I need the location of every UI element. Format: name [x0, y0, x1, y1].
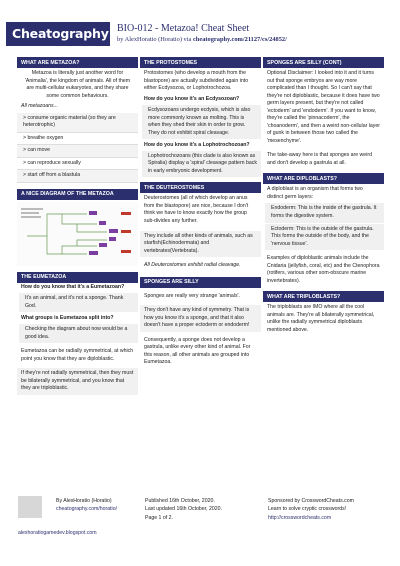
- eumetazoa-question-2: What groups is Eumetazoa split into?: [21, 314, 114, 321]
- footer-page: Page 1 of 2.: [145, 514, 173, 521]
- diploblasts-intro: A diploblast is an organism that forms two distinct germ layers:: [267, 186, 363, 200]
- column-1: [17, 57, 138, 398]
- phylogeny-tree-image: [17, 202, 138, 266]
- footer-sponsor: [268, 497, 354, 522]
- page-footer: [0, 493, 400, 566]
- diploblasts-examples: Examples of diploblastic animals include the Cnidaria (jellyfish, coral, etc) and the Ctenophora (rotifers, various other som-obscure marine invertebrates).: [267, 255, 380, 284]
- list-item: > start off from a blastula: [17, 170, 138, 183]
- sponges-para-2: They don't have any kind of symmetry. That is how you know it's a sponge, and that it also doesn't have a proper ectoderm or endoderm!: [140, 305, 261, 332]
- section-head-diagram: A NICE DIAGRAM OF THE METAZOA: [17, 189, 138, 200]
- page-title: BIO-012 - Metazoa! Cheat Sheet: [117, 23, 250, 34]
- section-head-what-are-metazoa: WHAT ARE METAZOA?: [17, 57, 138, 68]
- footer-updated: Last updated 16th October, 2020.: [145, 506, 223, 513]
- section-head-sponges-cont: SPONGES ARE SILLY (CONT): [263, 57, 384, 68]
- sponges-para-1: Sponges are really very strange 'animals'.: [144, 292, 240, 299]
- deuterostomes-para-2: They include all other kinds of animals, such as starfish(Echinodermata) and vertebrates(Vertebrata).: [140, 231, 261, 258]
- footer-author-link[interactable]: cheatography.com/horatio/: [56, 506, 118, 513]
- column-2: [140, 57, 261, 369]
- footer-author: [56, 497, 117, 514]
- footer-sponsor-tagline: Learn to solve cryptic crosswords!: [268, 506, 347, 513]
- list-item: > can reproduce sexually: [17, 158, 138, 171]
- metazoan-traits-list: [17, 113, 138, 183]
- section-head-diploblasts: WHAT ARE DIPLOBLASTS?: [263, 173, 384, 184]
- all-metazoans-label: All metazoans...: [21, 103, 58, 110]
- eumetazoa-answer-2: Checking the diagram about now would be a good idea.: [17, 324, 138, 343]
- diploblasts-ectoderm: Ectoderm: This is the outside of the gastrula. This forms the outside of the body, and the 'nervous tissue'.: [263, 224, 384, 251]
- protostomes-question-1: How do you know it's an Ecdysozoan?: [144, 96, 240, 103]
- eumetazoa-para-1: Eumetazoa can be radially symmetrical, at which point you know that they are diploblastic.: [21, 348, 134, 362]
- byline: [117, 35, 287, 44]
- triploblasts-para-1: The triploblasts are IMO where all the cool animals are. They're all bilaterally symmetrical, unlike the radially symmetrical diploblasts mentioned above.: [267, 304, 375, 333]
- footer-blog-link[interactable]: alexhoratiogamedev.blogspot.com: [18, 530, 97, 536]
- footer-dates: [145, 497, 222, 522]
- byline-link[interactable]: cheatography.com/21127/cs/24852/: [192, 36, 287, 43]
- diploblasts-endoderm: Endoderm: This is the inside of the gastrula. It forms the digestive system.: [263, 203, 384, 222]
- protostomes-question-2: How do you know it's a Lophotrochozoan?: [144, 141, 250, 148]
- protostomes-answer-1: Ecdysozoans undergo ecdysis, which is also more commonly known as molting. This is when they shed their skin in order to grow. They do not exhibit spiral cleavage.: [140, 105, 261, 139]
- eumetazoa-para-2: If they're not radially symmetrical, then they must be bilaterally symmetrical, and you know that they are triploblastic.: [17, 368, 138, 395]
- sponges-cont-para-2: The take-away here is that sponges are weird and don't develop a gastrula at all.: [267, 152, 372, 166]
- section-head-protostomes: THE PROTOSTOMES: [140, 57, 261, 68]
- list-item: > can move: [17, 145, 138, 158]
- section-head-eumetazoa: THE EUMETAZOA: [17, 272, 138, 283]
- footer-published: Published 16th October, 2020.: [145, 498, 215, 504]
- deuterostomes-para-1: Deuterostomes (all of which develop an anus from the blastopore) are nice, because I don't think we have to know exactly how the group sub-divides any further.: [144, 195, 249, 224]
- sponges-para-3: Consequently, a sponge does not develop a gastrula, unlike every other kind of animal. For this reason, all other animals are grouped into Eumetazoa.: [144, 336, 251, 366]
- eumetazoa-answer-1: It's an animal, and it's not a sponge. Thank God.: [17, 293, 138, 312]
- section-head-sponges: SPONGES ARE SILLY: [140, 277, 261, 288]
- page-header: [0, 0, 400, 54]
- author-avatar: [18, 496, 42, 518]
- list-item: > breathe oxygen: [17, 133, 138, 146]
- sponges-cont-para-1: Optional Disclaimer: I looked into it and it turns out that sponge embryos are way more complicated than I thought. So I can't say that they're not diploblastic, because it does have two germ layers present, but they're not called 'ectoderm' and 'endoderm'. If you want to know, they're called the 'pinnacoderm', the 'choanoderm', and then a weird non-cellular layer of gunk in between those two called the 'mesenchyme'.: [267, 70, 381, 144]
- protostomes-intro: Protostomes (who develop a mouth from the blastopore) are actually subdivided again into either Ecdysozoa, or Lophotrochozoa.: [144, 70, 249, 92]
- deuterostomes-para-3: All Deuterostomes exhibit radial cleavage.: [144, 262, 241, 269]
- what-intro: Metazoa is literally just another word for 'Animalia', the kingdom of animals. All of them are multi-cellular eukaryotes, and they share some common behaviours.: [24, 70, 131, 99]
- footer-sponsor-line: Sponsored by CrosswordCheats.com: [268, 498, 354, 504]
- cheatography-logo[interactable]: [6, 22, 110, 46]
- section-head-deuterostomes: THE DEUTEROSTOMES: [140, 182, 261, 193]
- list-item: > consume organic material (so they are heterotrophic): [17, 113, 138, 133]
- metazoa-phylogeny-diagram: [17, 202, 138, 266]
- footer-by: By AlexHoratio (Horatio): [56, 498, 112, 504]
- logo-text: Cheatography: [12, 26, 109, 41]
- protostomes-answer-2: Lophotrochozoans (this clade is also known as Spiralia) display a 'spiral' cleavage pattern back in early embryonic development.: [140, 151, 261, 178]
- column-3: [263, 57, 384, 336]
- eumetazoa-question-1: How do you know that it's a Eumetazoan?: [21, 284, 125, 291]
- footer-sponsor-link[interactable]: http://crosswordcheats.com: [268, 514, 332, 521]
- byline-prefix: by AlexHoratio (Horatio) via: [117, 36, 193, 43]
- section-head-triploblasts: WHAT ARE TRIPLOBLASTS?: [263, 291, 384, 302]
